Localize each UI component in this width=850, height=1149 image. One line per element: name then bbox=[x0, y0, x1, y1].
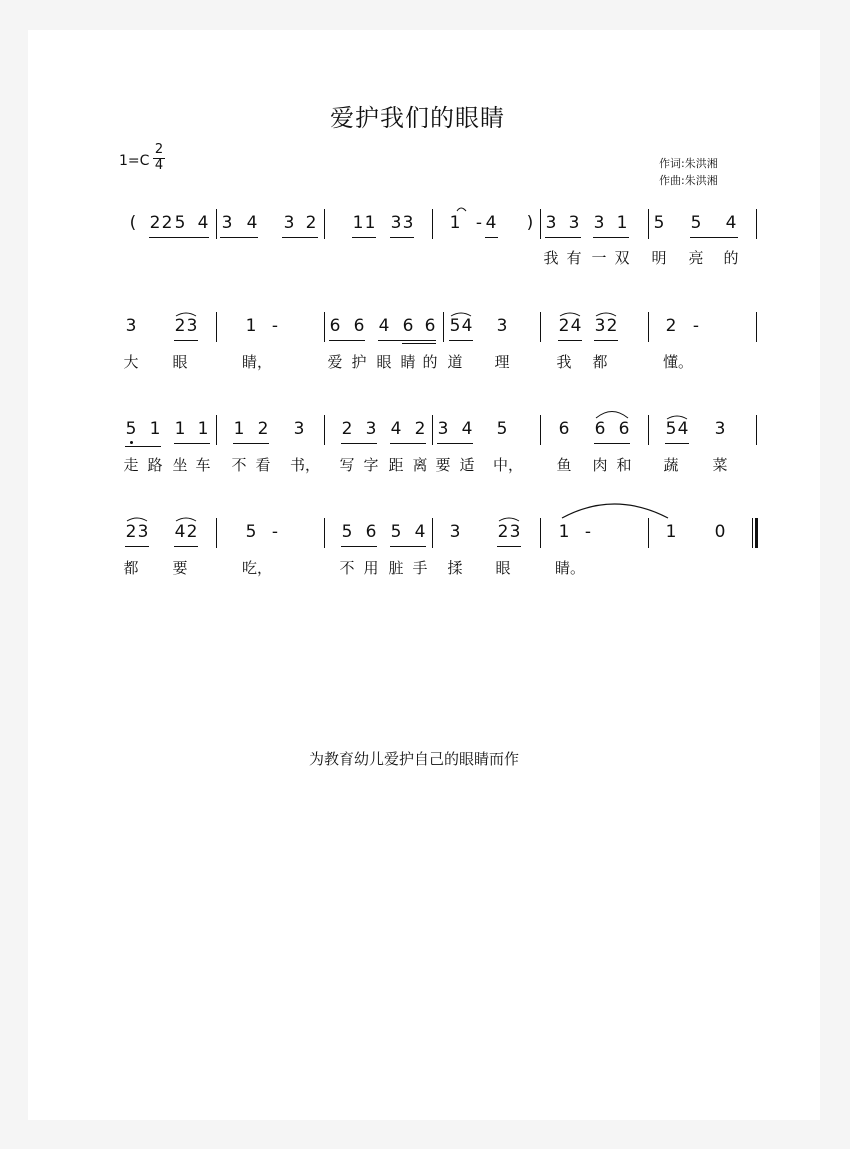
note: 1 bbox=[233, 419, 245, 439]
footnote: 为教育幼儿爱护自己的眼睛而作 bbox=[309, 750, 520, 768]
note: 6 bbox=[365, 522, 377, 542]
note: 2 bbox=[125, 522, 137, 542]
note: 2 bbox=[186, 522, 198, 542]
note: 4 bbox=[570, 316, 582, 336]
lyric: 字 bbox=[363, 456, 379, 474]
slur bbox=[451, 313, 471, 316]
note: 5 bbox=[496, 419, 508, 439]
note: 6 bbox=[329, 316, 341, 336]
note: 5 bbox=[690, 213, 702, 233]
note: 2 bbox=[558, 316, 570, 336]
lyric: 眼 bbox=[376, 353, 392, 371]
open-paren: ( bbox=[129, 213, 137, 233]
note: 2 bbox=[161, 213, 173, 233]
composer-credit: 作曲:朱洪湘 bbox=[659, 174, 718, 187]
note: 3 bbox=[437, 419, 449, 439]
slur bbox=[457, 208, 466, 211]
lyric: 爱 bbox=[327, 353, 343, 371]
note: 6 bbox=[402, 316, 414, 336]
lyric: 懂。 bbox=[662, 353, 694, 371]
lyric: 距 bbox=[388, 456, 404, 474]
lyric: 看 bbox=[255, 456, 271, 474]
note: 4 bbox=[174, 522, 186, 542]
note: 1 bbox=[449, 213, 461, 233]
note: 3 bbox=[221, 213, 233, 233]
note: 5 bbox=[665, 419, 677, 439]
lyric: 理 bbox=[494, 353, 510, 371]
note: 1 bbox=[149, 419, 161, 439]
lyric: 明 bbox=[651, 249, 667, 267]
lyric: 要 bbox=[172, 559, 188, 577]
tie bbox=[562, 504, 668, 518]
note: 5 bbox=[390, 522, 402, 542]
note: 6 bbox=[353, 316, 365, 336]
note: 2 bbox=[257, 419, 269, 439]
dash: - bbox=[271, 316, 279, 336]
lyric: 车 bbox=[195, 456, 211, 474]
lyric: 鱼 bbox=[556, 456, 572, 474]
note: 5 bbox=[449, 316, 461, 336]
lyric: 菜 bbox=[712, 456, 728, 474]
note: 1 bbox=[174, 419, 186, 439]
note: 1 bbox=[665, 522, 677, 542]
time-signature-bottom: 4 bbox=[154, 158, 164, 173]
note: 2 bbox=[606, 316, 618, 336]
note: 3 bbox=[545, 213, 557, 233]
note: 3 bbox=[593, 213, 605, 233]
note: 4 bbox=[246, 213, 258, 233]
key-signature: 1=C bbox=[119, 153, 150, 169]
dash: - bbox=[271, 522, 279, 542]
note: 2 bbox=[305, 213, 317, 233]
lyric: 路 bbox=[147, 456, 163, 474]
lyric: 手 bbox=[412, 559, 428, 577]
note: 3 bbox=[283, 213, 295, 233]
note: 3 bbox=[594, 316, 606, 336]
close-paren: ) bbox=[526, 213, 534, 233]
note: 5 bbox=[125, 419, 137, 439]
lyric: 要 bbox=[435, 456, 451, 474]
note: 2 bbox=[341, 419, 353, 439]
note: 2 bbox=[414, 419, 426, 439]
note: 6 bbox=[618, 419, 630, 439]
lyric: 走 bbox=[123, 456, 139, 474]
lyric: 不 bbox=[339, 559, 355, 577]
note: 3 bbox=[714, 419, 726, 439]
lyric: 脏 bbox=[388, 559, 404, 577]
lyric: 亮 bbox=[688, 249, 704, 267]
note: 3 bbox=[496, 316, 508, 336]
note: 1 bbox=[364, 213, 376, 233]
note: 1 bbox=[197, 419, 209, 439]
note: 2 bbox=[174, 316, 186, 336]
note: 6 bbox=[594, 419, 606, 439]
lyric: 的 bbox=[723, 249, 739, 267]
lyric: 蔬 bbox=[663, 456, 679, 474]
note: 3 bbox=[509, 522, 521, 542]
lyric: 眼 bbox=[495, 559, 511, 577]
lyric: 书， bbox=[289, 456, 321, 474]
lyric: 睛， bbox=[241, 353, 273, 371]
lyric: 中， bbox=[492, 456, 524, 474]
note: 5 bbox=[174, 213, 186, 233]
slur bbox=[596, 313, 616, 316]
note: 2 bbox=[149, 213, 161, 233]
note: 4 bbox=[461, 419, 473, 439]
note: 4 bbox=[725, 213, 737, 233]
note: 4 bbox=[390, 419, 402, 439]
note: 3 bbox=[390, 213, 402, 233]
note: 6 bbox=[424, 316, 436, 336]
note: 5 bbox=[245, 522, 257, 542]
note: 2 bbox=[497, 522, 509, 542]
note: 1 bbox=[616, 213, 628, 233]
lyric: 都 bbox=[592, 353, 608, 371]
lyric: 双 bbox=[614, 249, 630, 267]
slur bbox=[560, 313, 580, 316]
slur bbox=[176, 518, 196, 521]
note: 1 bbox=[245, 316, 257, 336]
lyric: 一 bbox=[591, 249, 607, 267]
slur bbox=[176, 313, 196, 316]
note: 6 bbox=[558, 419, 570, 439]
lyric: 和 bbox=[616, 456, 632, 474]
note: 3 bbox=[568, 213, 580, 233]
lyric: 不 bbox=[231, 456, 247, 474]
note: 3 bbox=[365, 419, 377, 439]
note: 3 bbox=[125, 316, 137, 336]
note: 4 bbox=[677, 419, 689, 439]
note: 3 bbox=[293, 419, 305, 439]
note: 2 bbox=[665, 316, 677, 336]
lyric: 肉 bbox=[592, 456, 608, 474]
lyric: 睛 bbox=[400, 353, 416, 371]
lyric: 吃， bbox=[241, 559, 273, 577]
lyric: 睛。 bbox=[554, 559, 586, 577]
lyric: 揉 bbox=[447, 559, 463, 577]
lyricist-credit: 作词:朱洪湘 bbox=[659, 157, 718, 170]
note: 0 bbox=[714, 522, 726, 542]
time-signature-top: 2 bbox=[154, 142, 164, 157]
lyric: 适 bbox=[459, 456, 475, 474]
lyric: 的 bbox=[422, 353, 438, 371]
lyric: 用 bbox=[363, 559, 379, 577]
note: 4 bbox=[197, 213, 209, 233]
slur bbox=[667, 416, 687, 419]
note: 4 bbox=[378, 316, 390, 336]
slur bbox=[499, 518, 519, 521]
lyric: 护 bbox=[351, 353, 367, 371]
slur bbox=[596, 412, 628, 419]
note: 1 bbox=[558, 522, 570, 542]
lyric: 道 bbox=[447, 353, 463, 371]
note: 1 bbox=[352, 213, 364, 233]
note: 4 bbox=[485, 213, 497, 233]
note: 3 bbox=[186, 316, 198, 336]
note: 4 bbox=[414, 522, 426, 542]
note: 3 bbox=[137, 522, 149, 542]
lyric: 我 bbox=[543, 249, 559, 267]
lyric: 离 bbox=[412, 456, 428, 474]
dash: - bbox=[584, 522, 592, 542]
note: 4 bbox=[461, 316, 473, 336]
slur bbox=[127, 518, 147, 521]
lyric: 眼 bbox=[172, 353, 188, 371]
song-title: 爱护我们的眼睛 bbox=[330, 104, 505, 132]
lyric: 有 bbox=[566, 249, 582, 267]
lyric: 写 bbox=[339, 456, 355, 474]
note: 3 bbox=[402, 213, 414, 233]
dash: - bbox=[692, 316, 700, 336]
note: 3 bbox=[449, 522, 461, 542]
lyric: 都 bbox=[123, 559, 139, 577]
lyric: 大 bbox=[123, 353, 139, 371]
lyric: 坐 bbox=[172, 456, 188, 474]
note: 5 bbox=[653, 213, 665, 233]
dash: - bbox=[475, 213, 483, 233]
note: 5 bbox=[341, 522, 353, 542]
lyric: 我 bbox=[556, 353, 572, 371]
